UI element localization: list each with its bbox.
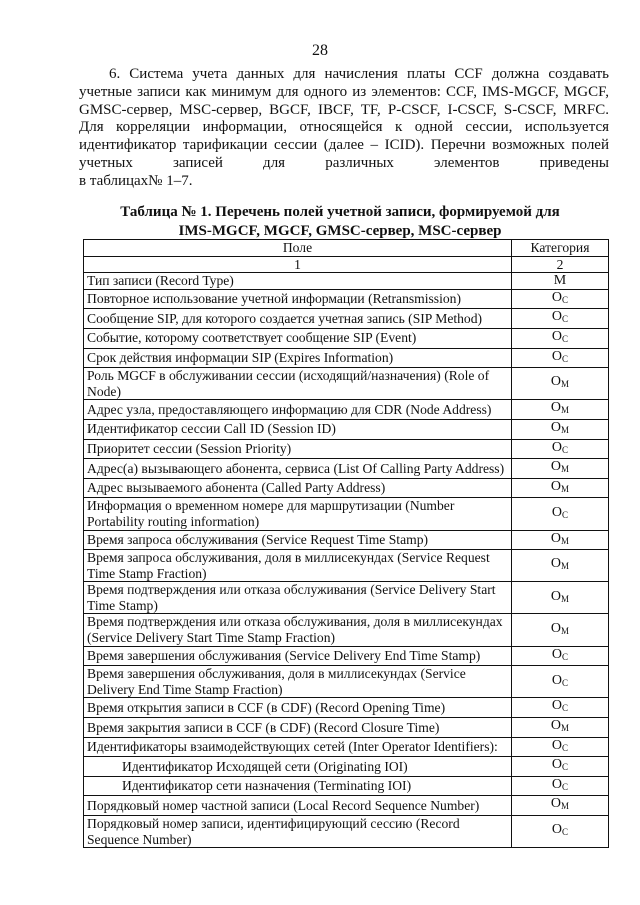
- category-letter: O: [551, 776, 563, 792]
- category-cell: [512, 309, 609, 329]
- field-cell: Порядковый номер частной записи (Local Record Sequence Number): [84, 796, 512, 816]
- category-cell: [512, 400, 609, 420]
- table-row: [84, 698, 609, 718]
- category-subscript: M: [561, 593, 570, 604]
- category-cell: [512, 273, 609, 290]
- field-cell: Приоритет сессии (Session Priority): [84, 439, 512, 459]
- paragraph-line: учетные записи как минимум для одного из элементов: CCF, IMS-MGCF, MGCF,: [79, 83, 609, 100]
- header-field: Поле: [84, 240, 512, 257]
- field-cell: Идентификаторы взаимодействующих сетей (Inter Operator Identifiers):: [84, 737, 512, 757]
- table-row: [84, 439, 609, 459]
- category-cell: [512, 498, 609, 530]
- category-subscript: C: [562, 781, 569, 792]
- table-row: [84, 419, 609, 439]
- category-cell: [512, 289, 609, 309]
- paragraph-line: учетных записей для различных элементов приведены: [79, 154, 609, 171]
- table-row: [84, 309, 609, 329]
- category-subscript: C: [562, 742, 569, 753]
- page-number: 28: [312, 42, 328, 59]
- table-row: [84, 776, 609, 796]
- field-cell: Сообщение SIP, для которого создается учетная запись (SIP Method): [84, 309, 512, 329]
- category-letter: M: [553, 273, 567, 289]
- table-row: [84, 614, 609, 646]
- category-subscript: M: [561, 535, 570, 546]
- table-caption-line: Таблица № 1. Перечень полей учетной записи, формируемой для: [120, 204, 560, 220]
- table-row: [84, 400, 609, 420]
- category-letter: O: [551, 328, 563, 344]
- category-cell: [512, 646, 609, 666]
- category-subscript: M: [561, 424, 570, 435]
- category-cell: [512, 328, 609, 348]
- field-cell: Идентификатор сети назначения (Terminating IOI): [84, 776, 512, 796]
- category-subscript: C: [562, 827, 569, 838]
- category-subscript: M: [561, 464, 570, 475]
- header-category: Категория: [512, 240, 609, 257]
- category-letter: O: [550, 478, 562, 494]
- category-letter: O: [551, 504, 563, 520]
- category-letter: O: [551, 822, 563, 838]
- field-cell: Время подтверждения или отказа обслуживания, доля в миллисекундах (Service Delivery Start Time Stamp Fraction): [84, 614, 512, 646]
- field-cell: Адрес вызываемого абонента (Called Party Address): [84, 478, 512, 498]
- category-letter: O: [551, 439, 563, 455]
- category-cell: [512, 816, 609, 848]
- paragraph-line: Для корреляции информации, относящейся к одной сессии, используется: [79, 119, 609, 136]
- numbering-field: 1: [84, 256, 512, 273]
- table-row: [84, 757, 609, 777]
- table-caption: [60, 203, 620, 241]
- fields-table: [83, 239, 609, 848]
- category-letter: O: [550, 620, 562, 636]
- table-row: [84, 646, 609, 666]
- table-row: [84, 368, 609, 400]
- field-cell: Время завершения обслуживания (Service Delivery End Time Stamp): [84, 646, 512, 666]
- category-cell: [512, 478, 609, 498]
- category-subscript: M: [561, 483, 570, 494]
- category-subscript: M: [561, 723, 570, 734]
- category-cell: [512, 530, 609, 550]
- table-row: [84, 478, 609, 498]
- category-letter: O: [551, 348, 563, 364]
- field-cell: Время открытия записи в CCF (в CDF) (Record Opening Time): [84, 698, 512, 718]
- table-row: [84, 459, 609, 479]
- field-cell: Информация о временном номере для маршрутизации (Number Portability routing information): [84, 498, 512, 530]
- category-cell: [512, 757, 609, 777]
- category-subscript: C: [562, 294, 569, 305]
- category-letter: O: [550, 556, 562, 572]
- field-cell: Тип записи (Record Type): [84, 273, 512, 290]
- category-subscript: M: [561, 405, 570, 416]
- category-subscript: C: [562, 444, 569, 455]
- category-cell: [512, 368, 609, 400]
- category-cell: [512, 348, 609, 368]
- field-cell: Время завершения обслуживания, доля в миллисекундах (Service Delivery End Time Stamp Fraction): [84, 666, 512, 698]
- field-cell: Повторное использование учетной информации (Retransmission): [84, 289, 512, 309]
- category-letter: O: [551, 289, 563, 305]
- category-letter: O: [551, 672, 563, 688]
- field-cell: Идентификатор Исходящей сети (Originating IOI): [84, 757, 512, 777]
- field-cell: Адрес узла, предоставляющего информацию для CDR (Node Address): [84, 400, 512, 420]
- category-cell: [512, 439, 609, 459]
- field-cell: Время запроса обслуживания (Service Request Time Stamp): [84, 530, 512, 550]
- table-row: [84, 498, 609, 530]
- category-subscript: M: [561, 561, 570, 572]
- table-numbering-row: [84, 256, 609, 273]
- table-row: [84, 328, 609, 348]
- category-cell: [512, 737, 609, 757]
- category-letter: O: [550, 400, 562, 416]
- table-body: [84, 273, 609, 848]
- paragraph-line: GMSC-сервер, MSC-сервер, BGCF, IBCF, TF, P-CSCF, I-CSCF, S-CSCF, MRFC.: [79, 101, 609, 118]
- category-cell: [512, 666, 609, 698]
- category-cell: [512, 698, 609, 718]
- table-row: [84, 348, 609, 368]
- field-cell: Событие, которому соответствует сообщение SIP (Event): [84, 328, 512, 348]
- field-cell: Время закрытия записи в CCF (в CDF) (Record Closure Time): [84, 718, 512, 738]
- category-letter: O: [550, 796, 562, 812]
- category-subscript: C: [562, 333, 569, 344]
- paragraph-line: идентификатор тарификации сессии (далее – ICID). Перечни возможных полей: [79, 137, 609, 154]
- category-cell: [512, 718, 609, 738]
- table-row: [84, 666, 609, 698]
- table-row: [84, 530, 609, 550]
- table-row: [84, 550, 609, 582]
- category-subscript: M: [561, 379, 570, 390]
- category-letter: O: [550, 530, 562, 546]
- category-subscript: C: [562, 762, 569, 773]
- table-row: [84, 816, 609, 848]
- category-cell: [512, 796, 609, 816]
- category-letter: O: [551, 737, 563, 753]
- category-letter: O: [550, 419, 562, 435]
- category-subscript: C: [562, 353, 569, 364]
- category-subscript: M: [561, 625, 570, 636]
- paragraph-line: в таблицах№ 1–7.: [79, 172, 193, 189]
- field-cell: Время запроса обслуживания, доля в миллисекундах (Service Request Time Stamp Fraction): [84, 550, 512, 582]
- field-cell: Срок действия информации SIP (Expires Information): [84, 348, 512, 368]
- numbering-category: 2: [512, 256, 609, 273]
- category-letter: O: [551, 757, 563, 773]
- category-letter: O: [551, 309, 563, 325]
- category-subscript: C: [562, 703, 569, 714]
- table-row: [84, 718, 609, 738]
- field-cell: Роль MGCF в обслуживании сессии (исходящий/назначения) (Role of Node): [84, 368, 512, 400]
- category-letter: O: [550, 374, 562, 390]
- table-header-row: [84, 240, 609, 257]
- category-letter: O: [551, 698, 563, 714]
- category-letter: O: [550, 588, 562, 604]
- category-subscript: C: [562, 509, 569, 520]
- table-row: [84, 582, 609, 614]
- category-cell: [512, 419, 609, 439]
- category-cell: [512, 459, 609, 479]
- field-cell: Идентификатор сессии Call ID (Session ID): [84, 419, 512, 439]
- paragraph: [79, 66, 609, 191]
- table-row: [84, 737, 609, 757]
- table-row: [84, 273, 609, 290]
- category-letter: O: [550, 718, 562, 734]
- category-subscript: C: [562, 651, 569, 662]
- category-cell: [512, 614, 609, 646]
- field-cell: Порядковый номер записи, идентифицирующий сессию (Record Sequence Number): [84, 816, 512, 848]
- category-cell: [512, 582, 609, 614]
- category-cell: [512, 776, 609, 796]
- category-letter: O: [550, 459, 562, 475]
- category-letter: O: [551, 646, 563, 662]
- category-subscript: C: [562, 314, 569, 325]
- field-cell: Время подтверждения или отказа обслуживания (Service Delivery Start Time Stamp): [84, 582, 512, 614]
- table-caption-line: IMS-MGCF, MGCF, GMSC-сервер, MSC-сервер: [178, 223, 502, 239]
- category-subscript: C: [562, 677, 569, 688]
- paragraph-line: 6. Система учета данных для начисления платы CCF должна создавать: [109, 66, 609, 82]
- table-row: [84, 796, 609, 816]
- field-cell: Адрес(а) вызывающего абонента, сервиса (List Of Calling Party Address): [84, 459, 512, 479]
- table-row: [84, 289, 609, 309]
- category-cell: [512, 550, 609, 582]
- category-subscript: M: [561, 801, 570, 812]
